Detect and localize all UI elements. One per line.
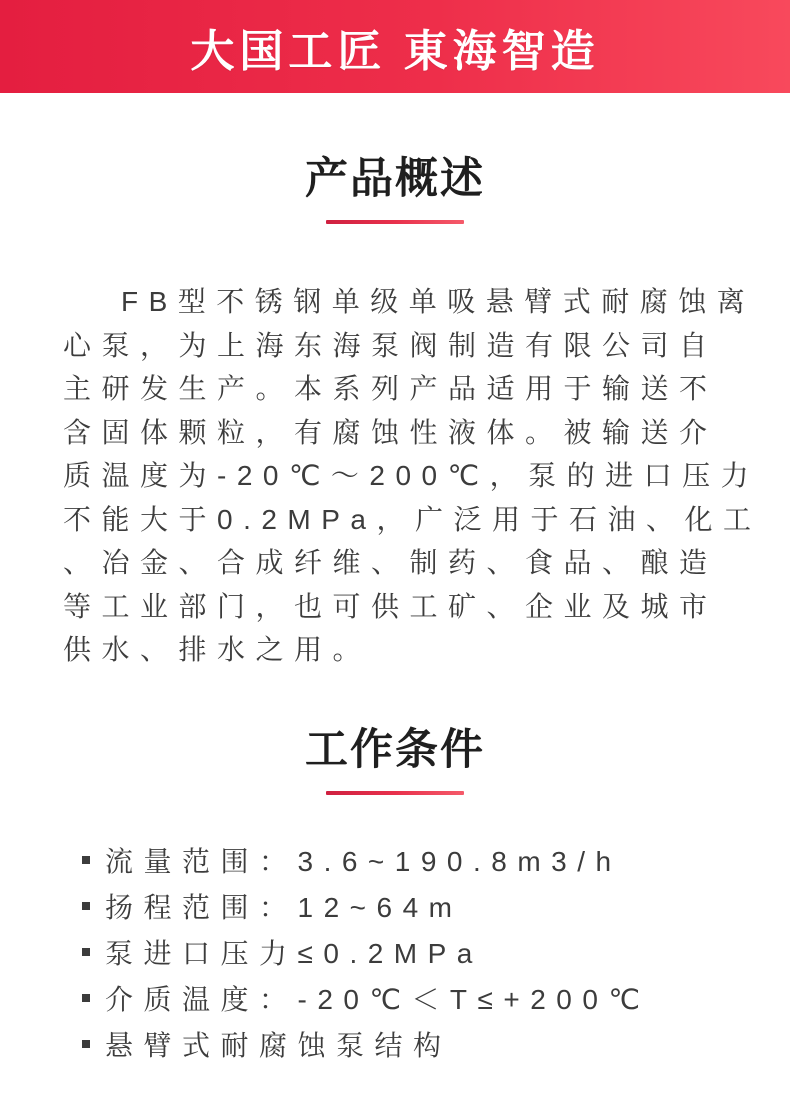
overview-paragraph xyxy=(63,280,762,672)
list-item xyxy=(82,1021,790,1067)
list-item xyxy=(82,837,790,883)
list-item xyxy=(82,929,790,975)
list-item xyxy=(82,883,790,929)
list-item-text: 扬程范围：12~64m xyxy=(105,891,463,923)
conditions-list xyxy=(82,837,790,1067)
overview-title: 产品概述 xyxy=(305,155,485,203)
overview-section xyxy=(0,153,790,672)
paragraph-line: 不能大于0.2MPa，广泛用于石油、化工 xyxy=(63,503,762,535)
list-item xyxy=(82,975,790,1021)
bullet-square-icon xyxy=(82,994,90,1002)
banner-title: 大国工匠 東海智造 xyxy=(190,26,600,76)
list-item-text: 悬臂式耐腐蚀泵结构 xyxy=(105,1029,452,1061)
paragraph-line: 质温度为-20℃～200℃，泵的进口压力 xyxy=(63,460,760,491)
header-banner xyxy=(0,0,790,93)
list-item-text: 介质温度：-20℃＜T≤+200℃ xyxy=(105,983,651,1015)
working-conditions-title: 工作条件 xyxy=(305,725,485,774)
working-conditions-title-underline xyxy=(326,791,464,795)
paragraph-line: 、冶金、合成纤维、制药、食品、酿造 xyxy=(63,547,718,578)
paragraph-line: 心泵，为上海东海泵阀制造有限公司自 xyxy=(63,329,718,361)
working-conditions-section xyxy=(0,724,790,1067)
bullet-square-icon xyxy=(82,948,90,956)
paragraph-line: FB型不锈钢单级单吸悬臂式耐腐蚀离 xyxy=(121,286,756,317)
paragraph-line: 等工业部门，也可供工矿、企业及城市 xyxy=(63,590,718,622)
paragraph-line: 供水、排水之用。 xyxy=(63,634,372,665)
list-item-text: 泵进口压力≤0.2MPa xyxy=(105,937,483,969)
paragraph-line: 含固体颗粒，有腐蚀性液体。被输送介 xyxy=(63,416,718,448)
overview-title-underline xyxy=(326,220,464,224)
bullet-square-icon xyxy=(82,856,90,864)
bullet-square-icon xyxy=(82,1040,90,1048)
bullet-square-icon xyxy=(82,902,90,910)
paragraph-line: 主研发生产。本系列产品适用于输送不 xyxy=(63,373,718,404)
list-item-text: 流量范围：3.6~190.8m3/h xyxy=(105,845,622,877)
